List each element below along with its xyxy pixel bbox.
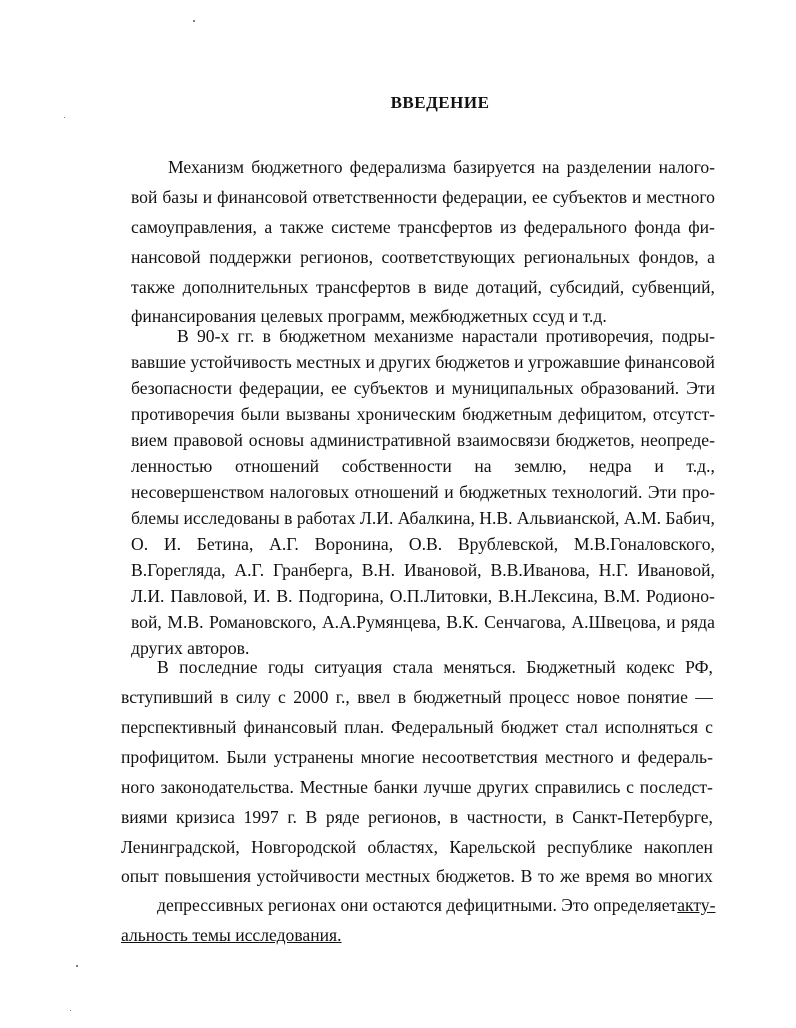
- paragraph-2-line-6: ленностью отношений собственности на землю, недра и т.д.,: [131, 456, 715, 476]
- paragraph-2-line-11: Л.И. Павловой, И. В. Подгорина, О.П.Литовки, В.Н.Лексина, В.М. Родионо-: [131, 586, 715, 606]
- paragraph-2-line-3: безопасности федерации, ее субъектов и муниципальных образований. Эти: [131, 378, 715, 398]
- paragraph-3-line-1: В последние годы ситуация стала меняться. Бюджетный кодекс РФ,: [157, 657, 713, 677]
- paragraph-3-last-line: альность темы исследования.: [121, 925, 342, 945]
- paragraph-1-line-1: Механизм бюджетного федерализма базируется на разделении налого-: [168, 157, 715, 177]
- scan-speck: [76, 965, 78, 967]
- paragraph-2-line-5: вием правовой основы административной взаимосвязи бюджетов, неопреде-: [131, 430, 715, 450]
- paragraph-3-line-2: вступивший в силу с 2000 г., ввел в бюджетный процесс новое понятие —: [121, 687, 713, 707]
- paragraph-1-line-6: финансирования целевых программ, межбюджетных ссуд и т.д.: [131, 306, 607, 326]
- paragraph-2-line-12: вой, М.В. Романовского, А.А.Румянцева, В.К. Сенчагова, А.Швецова, и ряда: [131, 612, 715, 632]
- paragraph-1-line-2: вой базы и финансовой ответственности федерации, ее субъектов и местного: [131, 187, 715, 207]
- paragraph-3-line-9: [157, 895, 716, 915]
- paragraph-1-line-5: также дополнительных трансфертов в виде дотаций, субсидий, субвенций,: [131, 277, 715, 297]
- paragraph-2-line-8: блемы исследованы в работах Л.И. Абалкина, Н.В. Альвианской, А.М. Бабич,: [131, 508, 715, 528]
- paragraph-2-line-4: противоречия были вызваны хроническим бюджетным дефицитом, отсутст-: [131, 404, 715, 424]
- paragraph-3-line-7: Ленинградской, Новгородской областях, Карельской республике накоплен: [121, 837, 713, 857]
- paragraph-3-line-5: ного законодательства. Местные банки лучше других справились с последст-: [121, 777, 713, 797]
- paragraph-3-line-9-text: депрессивных регионах они остаются дефицитными. Это определяет: [157, 895, 678, 915]
- paragraph-3-line-3: перспективный финансовый план. Федеральный бюджет стал исполняться с: [121, 717, 713, 737]
- scan-speck: [193, 20, 195, 22]
- paragraph-2-line-13: других авторов.: [131, 638, 250, 658]
- paragraph-2-line-10: В.Горегляда, А.Г. Гранберга, В.Н. Ивановой, В.В.Иванова, Н.Г. Ивановой,: [131, 560, 715, 580]
- page-title: ВВЕДЕНИЕ: [390, 93, 490, 112]
- paragraph-1-line-3: самоуправления, а также системе трансфертов из федерального фонда фи-: [131, 217, 715, 237]
- keyword-underlined: акту-: [677, 895, 716, 915]
- paragraph-3-line-4: профицитом. Были устранены многие несоответствия местного и федераль-: [121, 747, 713, 767]
- paragraph-1-line-4: нансовой поддержки регионов, соответствующих региональных фондов, а: [131, 247, 715, 267]
- paragraph-2-line-1: В 90-х гг. в бюджетном механизме нарастали противоречия, подры-: [177, 326, 715, 346]
- paragraph-3-line-8: опыт повышения устойчивости местных бюджетов. В то же время во многих: [121, 866, 713, 886]
- paragraph-2-line-7: несовершенством налоговых отношений и бюджетных технологий. Эти про-: [131, 482, 715, 502]
- paragraph-2-line-9: О. И. Бетина, А.Г. Воронина, О.В. Врублевской, М.В.Гоналовского,: [131, 534, 715, 554]
- paragraph-3-line-6: виями кризиса 1997 г. В ряде регионов, в частности, в Санкт-Петербурге,: [121, 807, 713, 827]
- paragraph-2-line-2: вавшие устойчивость местных и других бюджетов и угрожавшие финансовой: [131, 352, 715, 372]
- scan-speck: [64, 117, 65, 118]
- scan-speck: [70, 1010, 71, 1011]
